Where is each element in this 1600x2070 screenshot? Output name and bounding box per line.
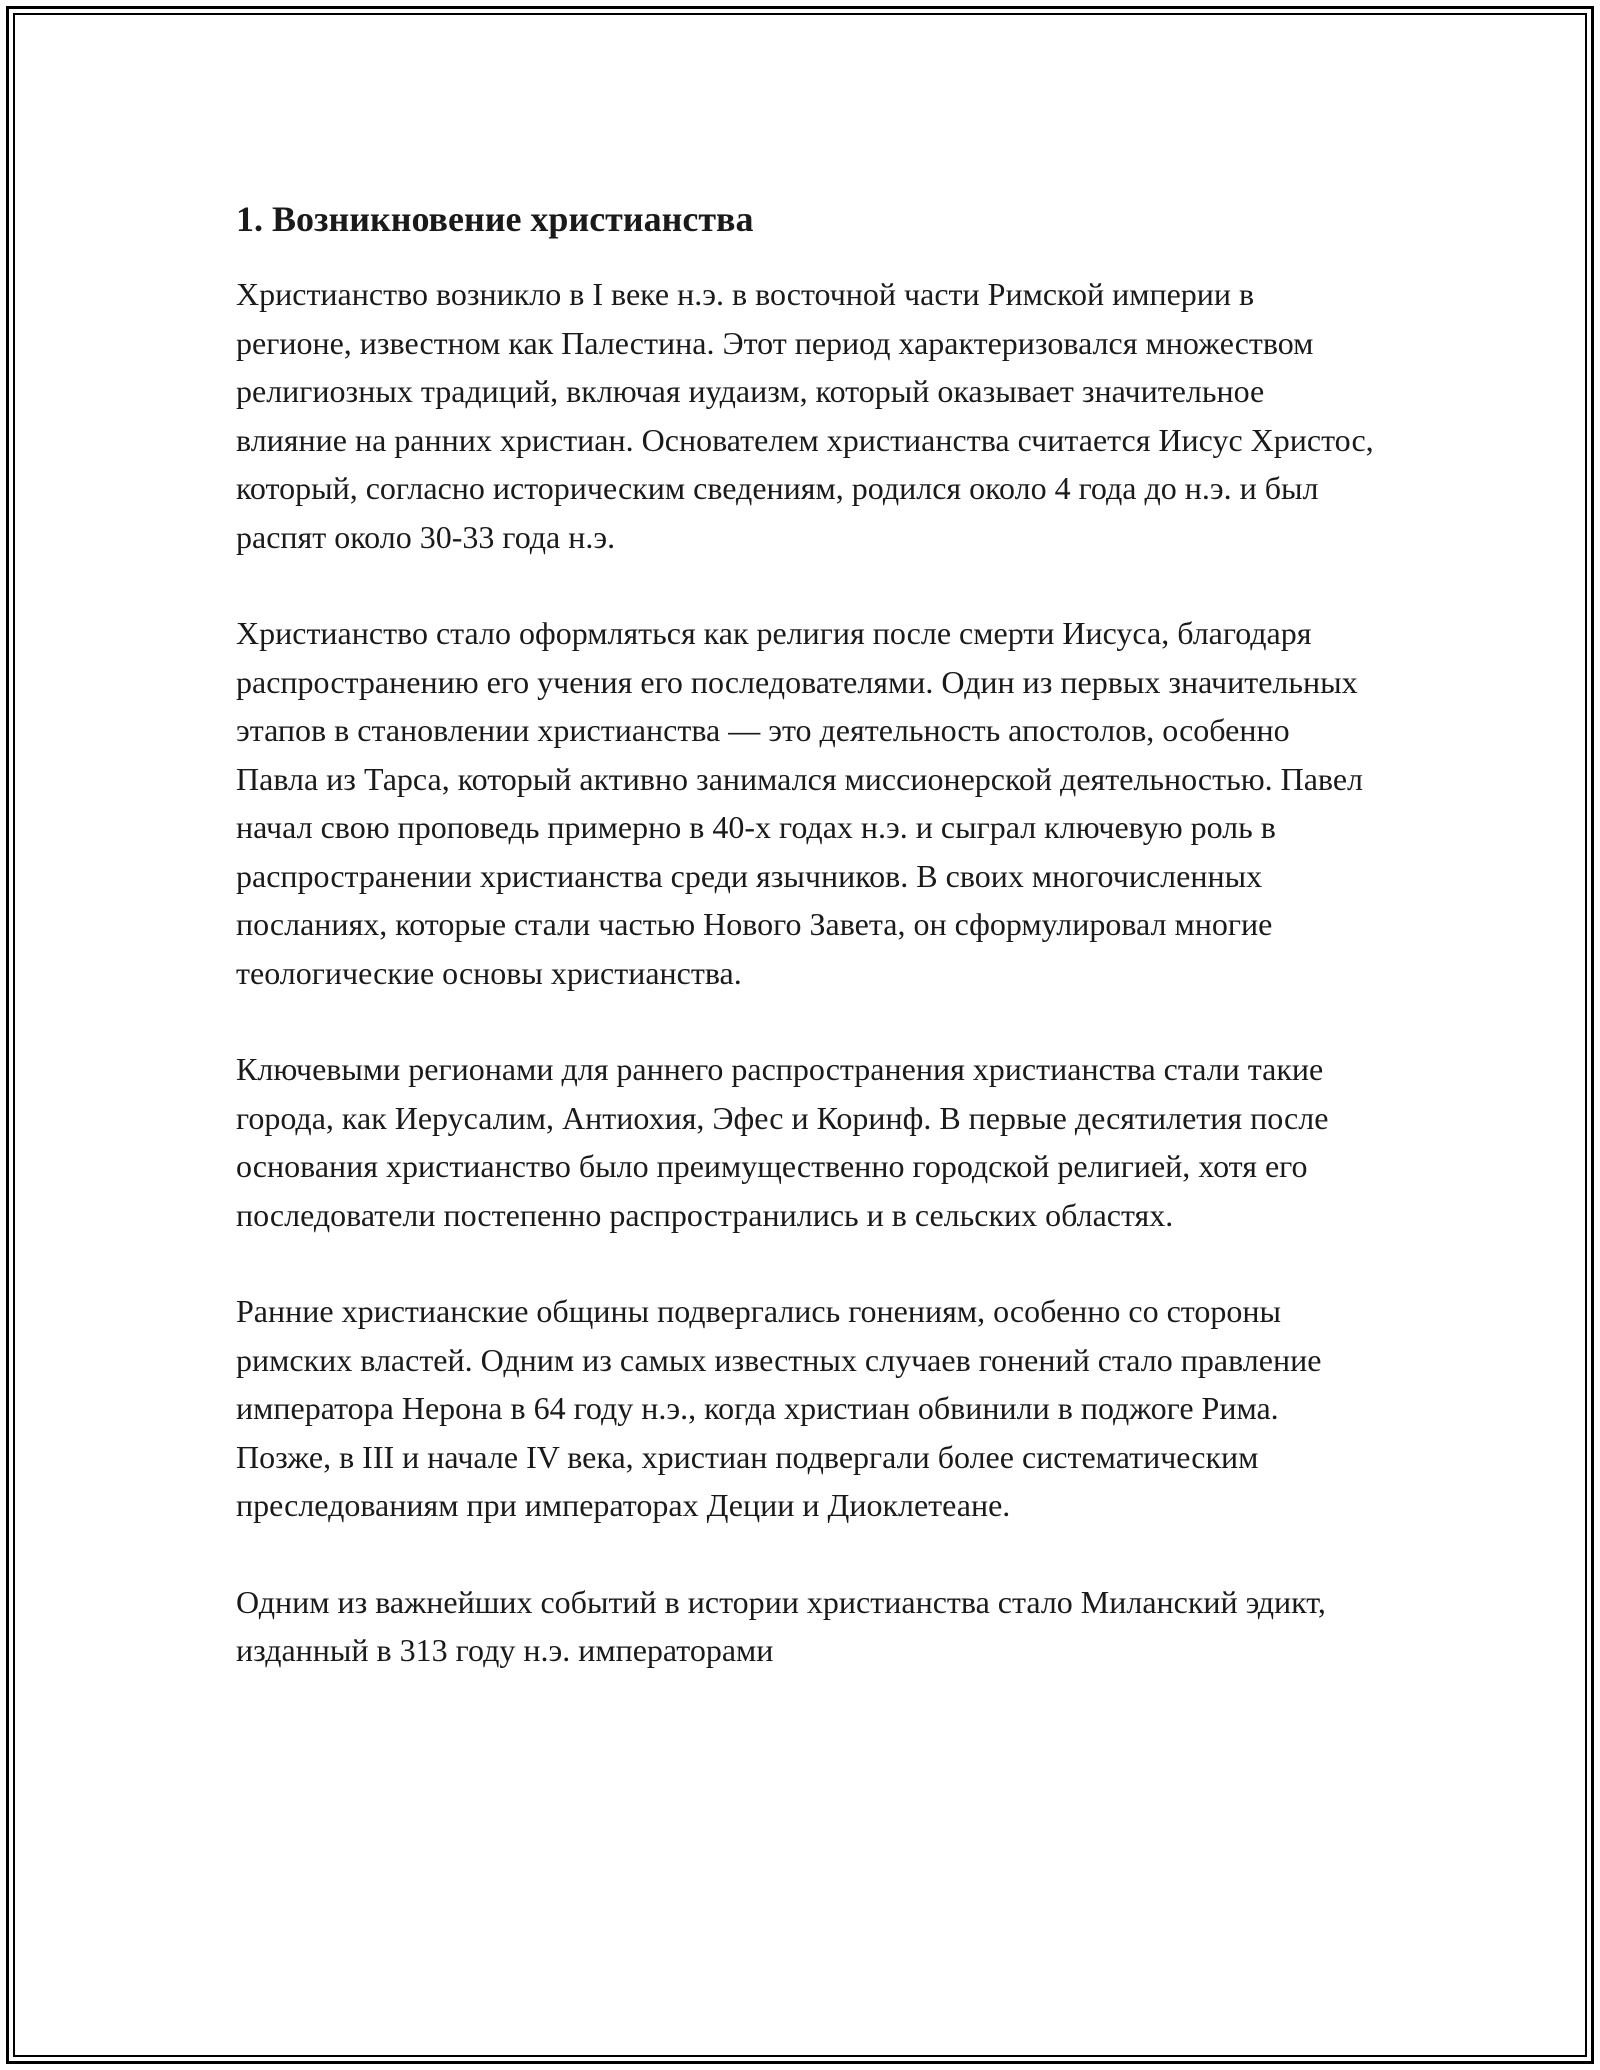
paragraph-apostles: Христианство стало оформляться как религия после смерти Иисуса, благодаря распространению его учения его последователями. Один из первых значительных этапов в становлении христианства — это деятельность апостолов, особенно Павла из Тарса, который активно занимался миссионерской деятельностью. Павел начал свою проповедь примерно в 40-х годах н.э. и сыграл ключевую роль в распространении христианства среди язычников. В своих многочисленных посланиях, которые стали частью Нового Завета, он сформулировал многие теологические основы христианства. bbox=[236, 615, 1363, 991]
paragraph-regions: Ключевыми регионами для раннего распространения христианства стали такие города, как Иерусалим, Антиохия, Эфес и Коринф. В первые десятилетия после основания христианство было преимущественно городской религией, хотя его последователи постепенно распространились и в сельских областях. bbox=[236, 1051, 1329, 1233]
document-body bbox=[236, 180, 1376, 1675]
paragraph-origin: Христианство возникло в I веке н.э. в восточной части Римской империи в регионе, известном как Палестина. Этот период характеризовался множеством религиозных традиций, включая иудаизм, который оказывает значительное влияние на ранних христиан. Основателем христианства считается Иисус Христос, который, согласно историческим сведениям, родился около 4 года до н.э. и был распят около 30-33 года н.э. bbox=[236, 276, 1374, 555]
paragraph-persecutions: Ранние христианские общины подвергались гонениям, особенно со стороны римских властей. Одним из самых известных случаев гонений стало правление императора Нерона в 64 году н.э., когда христиан обвинили в поджоге Рима. Позже, в III и начале IV века, христиан подвергали более систематическим преследованиям при императорах Деции и Диоклетеане. bbox=[236, 1293, 1322, 1523]
section-heading: 1. Возникновение христианства bbox=[236, 199, 754, 239]
paragraph-edict-of-milan: Одним из важнейших событий в истории христианства стало Миланский эдикт, изданный в 313 году н.э. императорами bbox=[236, 1583, 1326, 1668]
